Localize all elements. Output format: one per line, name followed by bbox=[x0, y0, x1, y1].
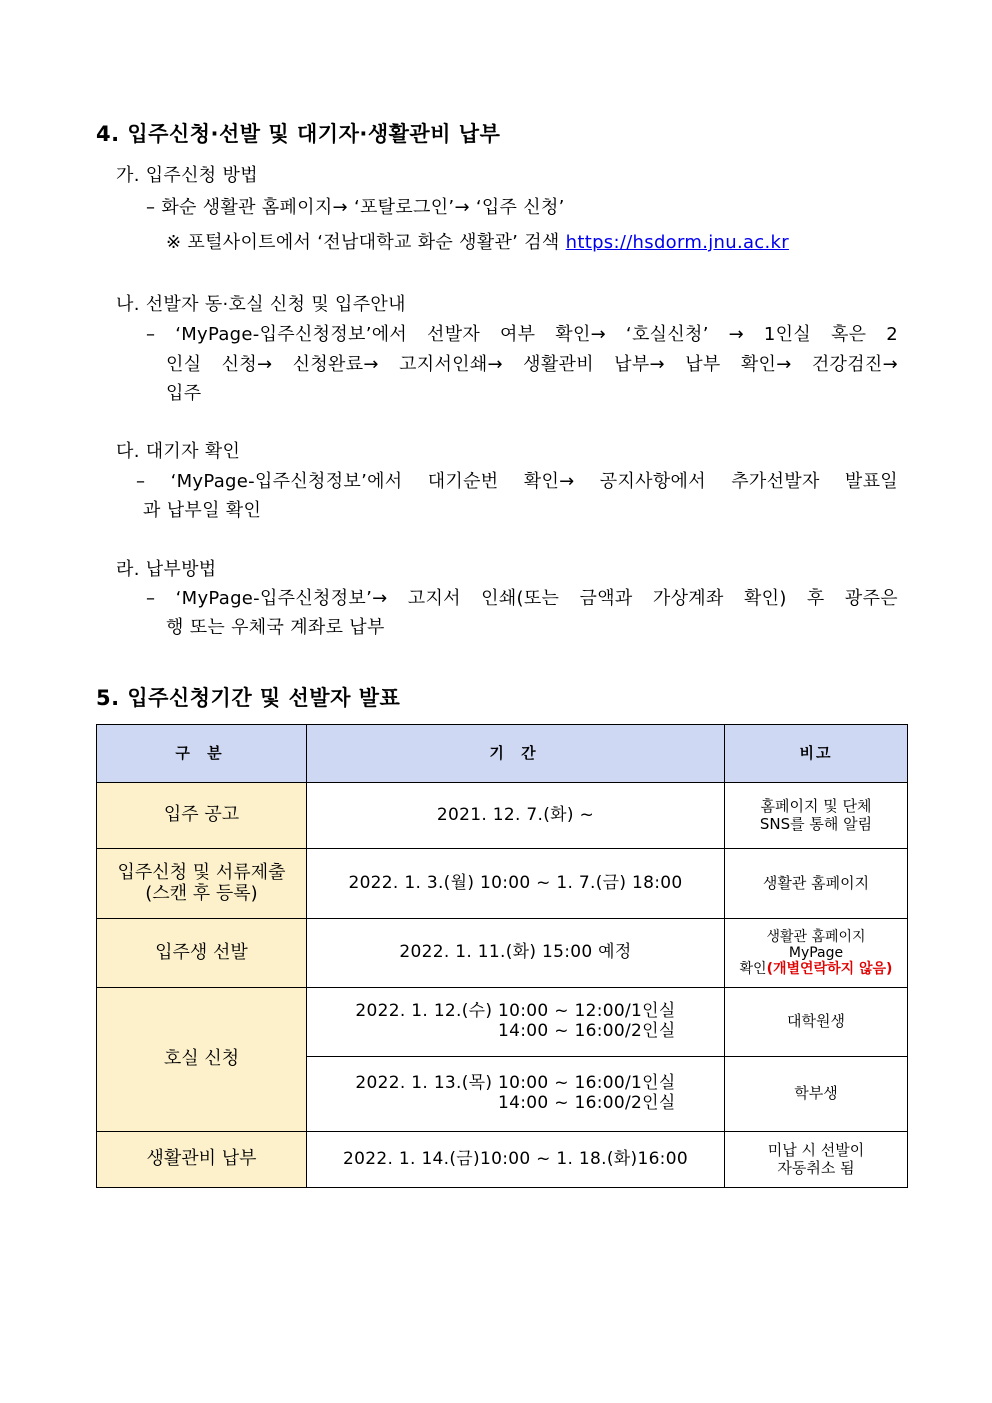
room-period-undergraduate: 2022. 1. 13.(목) 10:00 ~ 16:00/1인실 14:00 ~ 16:00/2인실 bbox=[355, 1073, 676, 1113]
room-period-graduate: 2022. 1. 12.(수) 10:00 ~ 12:00/1인실 14:00 ~ 16:00/2인실 bbox=[355, 1001, 676, 1041]
note-line bbox=[729, 961, 903, 977]
table-row bbox=[97, 988, 908, 1057]
row-period bbox=[307, 1057, 725, 1132]
row-note: 생활관 홈페이지 bbox=[725, 849, 908, 919]
schedule-table bbox=[96, 724, 908, 1188]
section-4-da-heading: 다. 대기자 확인 bbox=[116, 441, 241, 462]
row-period: 2021. 12. 7.(화) ~ bbox=[307, 783, 725, 849]
row-note: 대학원생 bbox=[725, 988, 908, 1057]
row-note bbox=[725, 919, 908, 988]
section-4-na-line-3: 입주 bbox=[166, 383, 202, 404]
section-5-title: 5. 입주신청기간 및 선발자 발표 bbox=[96, 686, 401, 710]
note-line: 생활관 홈페이지 bbox=[766, 928, 866, 945]
section-4-na-line-2: 인실 신청→ 신청완료→ 고지서인쇄→ 생활관비 납부→ 납부 확인→ 건강검진→ bbox=[166, 354, 898, 375]
row-note: 홈페이지 및 단체 SNS를 통해 알림 bbox=[725, 783, 908, 849]
section-4-na-line-1: – ‘MyPage-입주신청정보’에서 선발자 여부 확인→ ‘호실신청’ → 1인실 혹은 2 bbox=[146, 324, 898, 345]
section-4-ga-note bbox=[166, 228, 789, 254]
section-4-da-line-2: 과 납부일 확인 bbox=[143, 500, 262, 521]
row-period: 2022. 1. 14.(금)10:00 ~ 1. 18.(화)16:00 bbox=[307, 1132, 725, 1188]
section-4-title: 4. 입주신청·선발 및 대기자·생활관비 납부 bbox=[96, 122, 501, 146]
section-4-da-line-1: – ‘MyPage-입주신청정보’에서 대기순번 확인→ 공지사항에서 추가선발자 발표일 bbox=[136, 471, 898, 492]
row-label: 호실 신청 bbox=[97, 988, 307, 1132]
table-row bbox=[97, 919, 908, 988]
table-row bbox=[97, 783, 908, 849]
section-4-ga-heading: 가. 입주신청 방법 bbox=[116, 165, 258, 186]
row-note: 미납 시 선발이 자동취소 됨 bbox=[725, 1132, 908, 1188]
note-confirm: 확인 bbox=[739, 961, 767, 978]
header-period: 기 간 bbox=[307, 725, 725, 783]
portal-search-note: ※ 포털사이트에서 ‘전남대학교 화순 생활관’ 검색 bbox=[166, 232, 566, 253]
table-header-row bbox=[97, 725, 908, 783]
section-4-na-heading: 나. 선발자 동·호실 신청 및 입주안내 bbox=[116, 294, 406, 315]
row-label: 입주 공고 bbox=[97, 783, 307, 849]
row-label: 입주신청 및 서류제출 (스캔 후 등록) bbox=[97, 849, 307, 919]
note-line: MyPage bbox=[788, 944, 844, 961]
row-note: 학부생 bbox=[725, 1057, 908, 1132]
row-period bbox=[307, 988, 725, 1057]
row-period: 2022. 1. 11.(화) 15:00 예정 bbox=[307, 919, 725, 988]
section-4-ga-line: – 화순 생활관 홈페이지→ ‘포탈로그인’→ ‘입주 신청’ bbox=[146, 197, 565, 218]
row-label: 입주생 선발 bbox=[97, 919, 307, 988]
section-4-ra-heading: 라. 납부방법 bbox=[116, 559, 217, 580]
table-row bbox=[97, 849, 908, 919]
dorm-website-link[interactable]: https://hsdorm.jnu.ac.kr bbox=[565, 232, 789, 253]
header-note: 비고 bbox=[725, 725, 908, 783]
no-individual-contact-warning: (개별연락하지 않음) bbox=[766, 961, 893, 978]
row-label: 생활관비 납부 bbox=[97, 1132, 307, 1188]
table-row bbox=[97, 1132, 908, 1188]
row-period: 2022. 1. 3.(월) 10:00 ~ 1. 7.(금) 18:00 bbox=[307, 849, 725, 919]
header-category: 구 분 bbox=[97, 725, 307, 783]
section-4-ra-line-1: – ‘MyPage-입주신청정보’→ 고지서 인쇄(또는 금액과 가상계좌 확인) 후 광주은 bbox=[146, 588, 898, 609]
section-4-ra-line-2: 행 또는 우체국 계좌로 납부 bbox=[166, 617, 385, 638]
